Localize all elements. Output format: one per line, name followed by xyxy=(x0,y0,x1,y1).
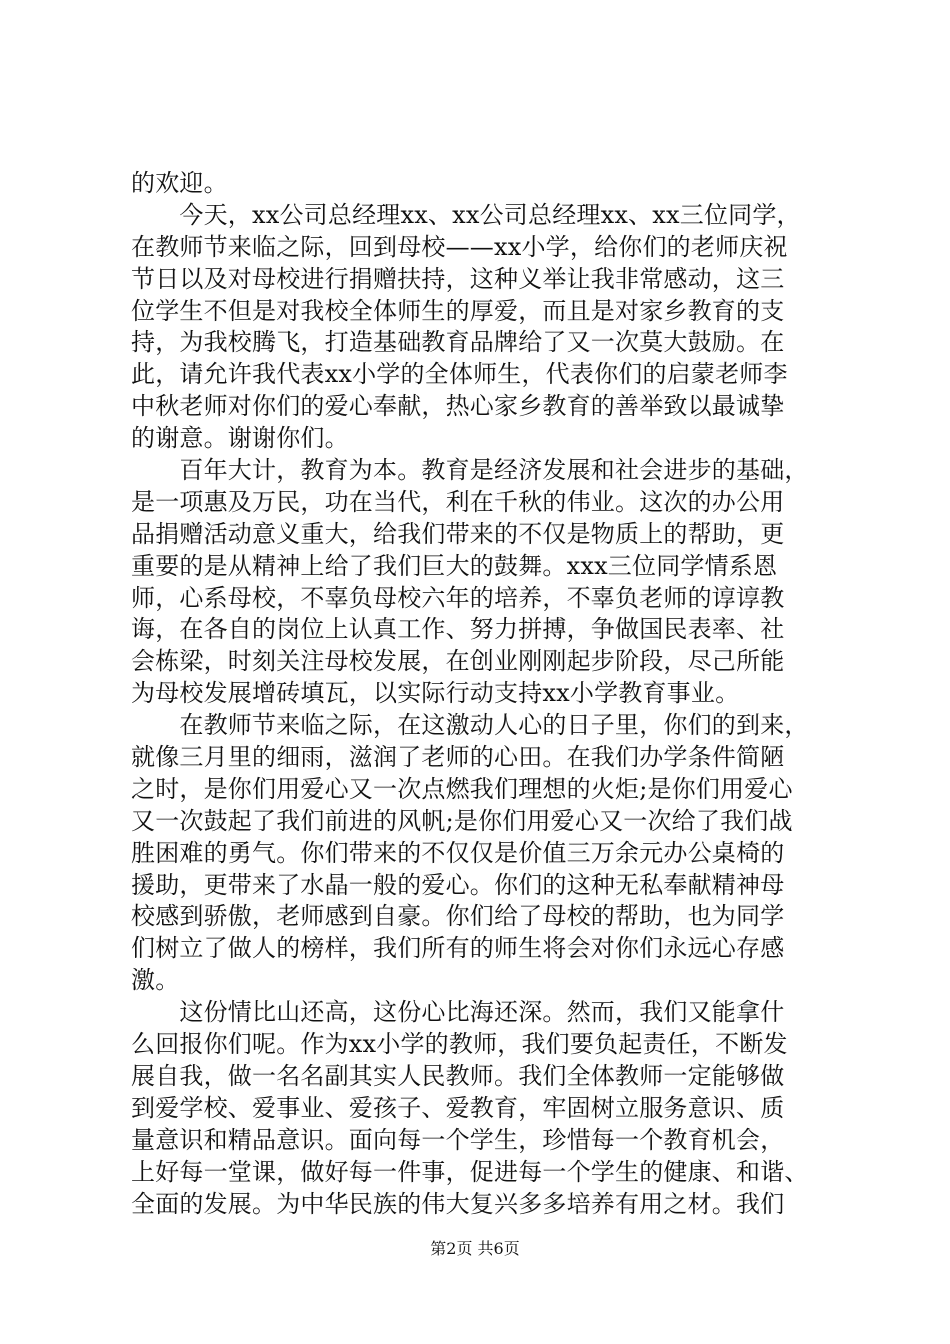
text-line: 位学生不但是对我校全体师生的厚爱，而且是对家乡教育的支 xyxy=(131,296,785,325)
text-line: 中秋老师对你们的爱心奉献，热心家乡教育的善举致以最诚挚 xyxy=(131,392,785,421)
text-line: 在教师节来临之际，回到母校——xx小学，给你们的老师庆祝 xyxy=(131,232,788,261)
text-line: 之时，是你们用爱心又一次点燃我们理想的火炬;是你们用爱心 xyxy=(131,774,793,803)
text-line: 的欢迎。 xyxy=(131,169,228,197)
text-line: 全面的发展。为中华民族的伟大复兴多多培养有用之材。我们 xyxy=(131,1189,785,1218)
document-body xyxy=(131,168,831,1220)
text-line: 激。 xyxy=(131,966,180,995)
text-line: 诲，在各自的岗位上认真工作、努力拼搏，争做国民表率、社 xyxy=(131,615,785,644)
text-line: 持，为我校腾飞，打造基础教育品牌给了又一次莫大鼓励。在 xyxy=(131,328,785,357)
page-footer: 第2页 共6页 xyxy=(430,1239,520,1258)
text-line: 胜困难的勇气。你们带来的不仅仅是价值三万余元办公桌椅的 xyxy=(131,838,785,867)
text-line: 到爱学校、爱事业、爱孩子、爱教育，牢固树立服务意识、质 xyxy=(131,1093,785,1122)
text-line: 重要的是从精神上给了我们巨大的鼓舞。xxx三位同学情系恩 xyxy=(131,551,778,580)
text-line: 今天，xx公司总经理xx、xx公司总经理xx、xx三位同学， xyxy=(131,200,801,229)
text-line: 又一次鼓起了我们前进的风帆;是你们用爱心又一次给了我们战 xyxy=(131,806,793,835)
text-line: 师，心系母校，不辜负母校六年的培养，不辜负老师的谆谆教 xyxy=(131,583,785,612)
text-line: 这份情比山还高，这份心比海还深。然而，我们又能拿什 xyxy=(131,998,785,1027)
text-line: 量意识和精品意识。面向每一个学生，珍惜每一个教育机会， xyxy=(131,1125,785,1154)
text-line: 为母校发展增砖填瓦，以实际行动支持xx小学教育事业。 xyxy=(131,679,740,708)
text-line: 援助，更带来了水晶一般的爱心。你们的这种无私奉献精神母 xyxy=(131,870,785,899)
text-line: 展自我，做一名名副其实人民教师。我们全体教师一定能够做 xyxy=(131,1061,785,1090)
text-line: 的谢意。谢谢你们。 xyxy=(131,424,349,453)
text-line: 会栋梁，时刻关注母校发展，在创业刚刚起步阶段，尽己所能 xyxy=(131,647,785,676)
text-line: 在教师节来临之际，在这激动人心的日子里，你们的到来， xyxy=(131,711,809,740)
text-line: 就像三月里的细雨，滋润了老师的心田。在我们办学条件简陋 xyxy=(131,743,785,772)
text-line: 百年大计，教育为本。教育是经济发展和社会进步的基础， xyxy=(131,456,809,485)
text-line: 品捐赠活动意义重大，给我们带来的不仅是物质上的帮助，更 xyxy=(131,519,785,548)
text-line: 校感到骄傲，老师感到自豪。你们给了母校的帮助，也为同学 xyxy=(131,902,785,931)
text-line: 上好每一堂课，做好每一件事，促进每一个学生的健康、和谐、 xyxy=(131,1157,809,1186)
text-line: 么回报你们呢。作为xx小学的教师，我们要负起责任，不断发 xyxy=(131,1030,788,1059)
text-line: 节日以及对母校进行捐赠扶持，这种义举让我非常感动，这三 xyxy=(131,264,785,293)
text-line: 是一项惠及万民，功在当代，利在千秋的伟业。这次的办公用 xyxy=(131,487,785,516)
text-line: 此，请允许我代表xx小学的全体师生，代表你们的启蒙老师李 xyxy=(131,360,788,389)
text-line: 们树立了做人的榜样，我们所有的师生将会对你们永远心存感 xyxy=(131,934,785,963)
